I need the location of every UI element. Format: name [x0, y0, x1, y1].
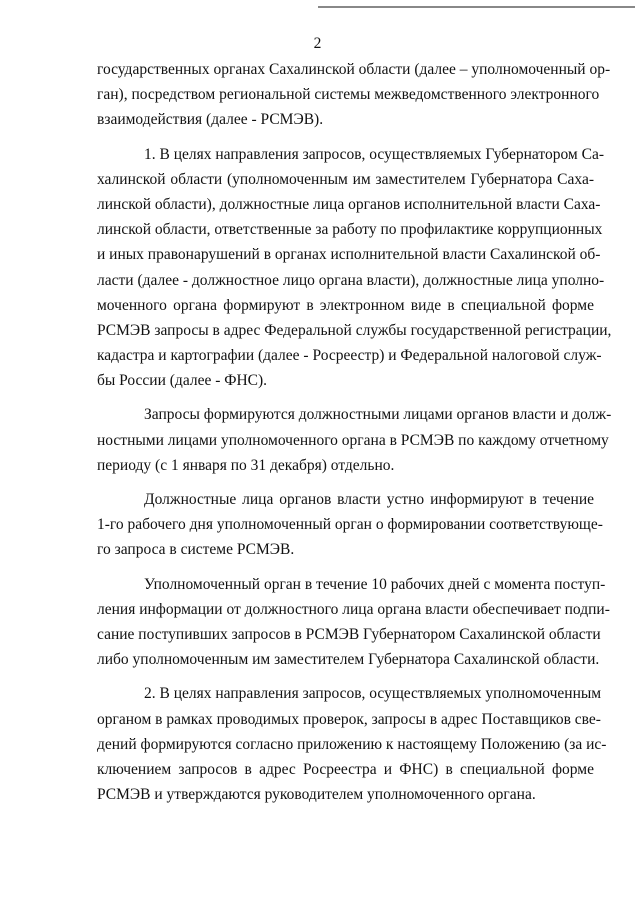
text-line: 2. В целях направления запросов, осуществляемых уполномоченным [144, 685, 602, 703]
paragraph [97, 142, 612, 394]
text-line: ласти (далее - должностное лицо органа власти), должностные лица уполно- [97, 271, 605, 289]
text-line: линской области, ответственные за работу по профилактике коррупционных [97, 221, 603, 239]
text-line: и иных правонарушений в органах исполнительной власти Сахалинской об- [97, 246, 601, 264]
paragraph [97, 681, 607, 807]
text-line: государственных органах Сахалинской области (далее – уполномоченный ор- [97, 61, 611, 78]
text-line: го запроса в системе РСМЭВ. [97, 541, 295, 559]
text-line: ключением запросов в адрес Росреестра и ФНС) в специальной форме [97, 760, 594, 778]
text-line: дений формируются согласно приложению к настоящему Положению (за ис- [97, 735, 607, 753]
text-line: Запросы формируются должностными лицами органов власти и долж- [144, 406, 612, 424]
paragraph-gap [97, 133, 594, 142]
text-line: РСМЭВ запросы в адрес Федеральной службы государственной регистрации, [97, 321, 612, 339]
text-line: 1. В целях направления запросов, осуществляемых Губернатором Са- [144, 145, 604, 163]
paragraph-gap [97, 393, 594, 402]
scan-top-edge [318, 6, 635, 8]
paragraph [97, 487, 603, 563]
text-line: линской области), должностные лица органов исполнительной власти Саха- [97, 195, 601, 213]
page-number: 2 [313, 35, 322, 52]
paragraph-gap [97, 478, 594, 487]
text-line: ления информации от должностного лица органа власти обеспечивает подпи- [97, 600, 610, 618]
text-line: кадастра и картографии (далее - Росреестр) и Федеральной налоговой служ- [97, 347, 602, 365]
paragraph-gap [97, 672, 594, 681]
text-line: периоду (с 1 января по 31 декабря) отдельно. [97, 456, 395, 474]
paragraph-gap [97, 563, 594, 572]
text-line: сание поступивших запросов в РСМЭВ Губернатором Сахалинской области [97, 625, 601, 643]
text-line: бы России (далее - ФНС). [97, 372, 268, 390]
text-line: ган), посредством региональной системы межведомственного электронного [97, 86, 600, 104]
text-line: либо уполномоченным им заместителем Губернатора Сахалинской области. [97, 651, 600, 669]
text-line: халинской области (уполномоченным им заместителем Губернатора Саха- [97, 170, 594, 188]
paragraph [97, 402, 612, 478]
text-line: моченного органа формируют в электронном виде в специальной форме [97, 296, 594, 314]
text-line: взаимодействия (далее - РСМЭВ). [97, 111, 324, 129]
text-line: органом в рамках проводимых проверок, запросы в адрес Поставщиков све- [97, 710, 601, 728]
text-line: ностными лицами уполномоченного органа в РСМЭВ по каждому отчетному [97, 431, 609, 449]
paragraph [97, 572, 610, 673]
text-line: Должностные лица органов власти устно информируют в течение [144, 491, 594, 508]
paragraph [97, 57, 611, 133]
text-line: 1-го рабочего дня уполномоченный орган о формировании соответствующе- [97, 516, 603, 534]
text-line: РСМЭВ и утверждаются руководителем уполномоченного органа. [97, 786, 536, 804]
text-line: Уполномоченный орган в течение 10 рабочих дней с момента поступ- [144, 575, 606, 593]
document-body [97, 57, 612, 807]
